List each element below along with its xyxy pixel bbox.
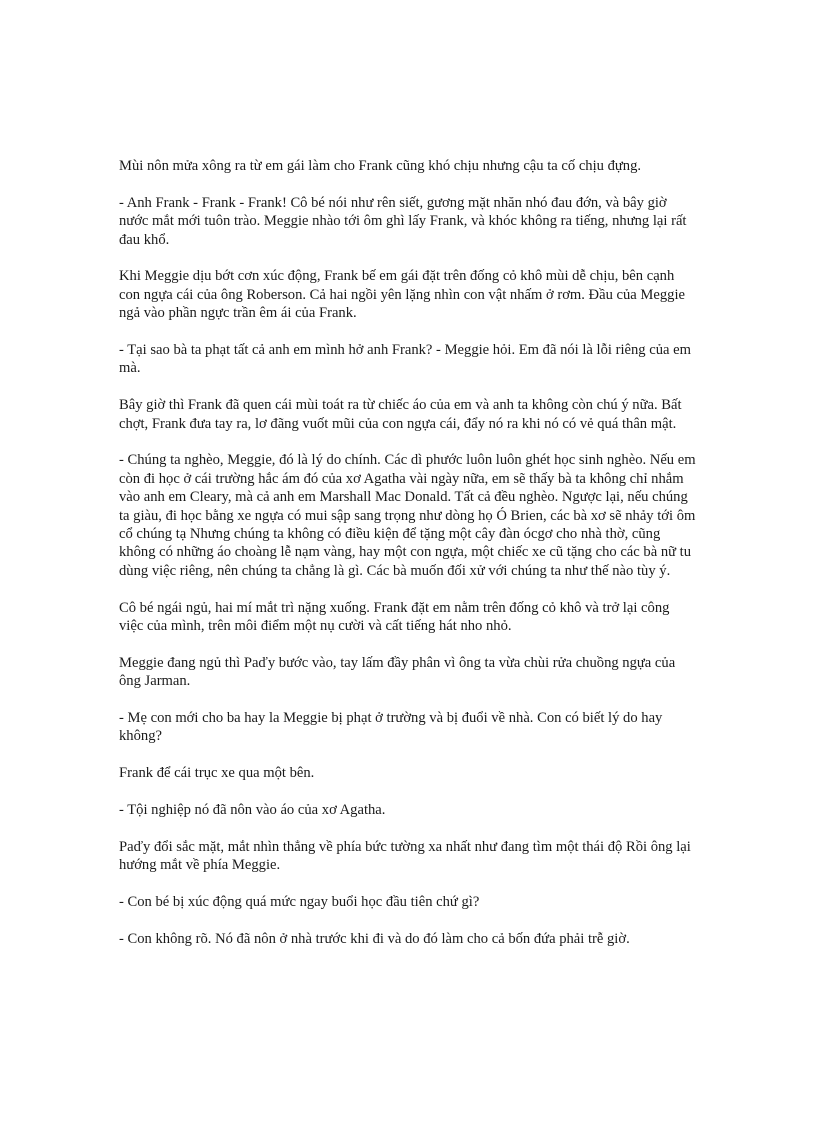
paragraph-7: Cô bé ngái ngủ, hai mí mắt trì nặng xuống. Frank đặt em nằm trên đống cỏ khô và trở lại công việc của mình, trên môi điểm một nụ cười và cất tiếng hát nho nhỏ. <box>119 599 670 635</box>
paragraph-11: - Tội nghiệp nó đã nôn vào áo của xơ Agatha. <box>119 802 386 819</box>
paragraph-9: - Mẹ con mới cho ba hay la Meggie bị phạt ở trường và bị đuổi về nhà. Con có biết lý do hay không? <box>119 710 663 745</box>
paragraph-2: - Anh Frank - Frank - Frank! Cô bé nói như rên siết, gương mặt nhăn nhó đau đớn, và bây giờ nước mắt mới tuôn trào. Meggie nhào tới ôm ghì lấy Frank, và khóc không ra tiếng, nhưng lại rất đau khổ. <box>119 194 687 248</box>
paragraph-4: - Tại sao bà ta phạt tất cả anh em mình hở anh Frank? - Meggie hỏi. Em đã nói là lỗi riêng của em mà. <box>119 342 691 377</box>
paragraph-8: Meggie đang ngủ thì Paďy bước vào, tay lấm đầy phân vì ông ta vừa chùi rửa chuồng ngựa của ông Jarman. <box>119 654 676 690</box>
paragraph-13: - Con bé bị xúc động quá mức ngay buổi học đầu tiên chứ gì? <box>119 894 480 911</box>
paragraph-10: Frank để cái trục xe qua một bên. <box>119 765 315 782</box>
paragraph-6: - Chúng ta nghèo, Meggie, đó là lý do chính. Các dì phước luôn luôn ghét học sinh nghèo. Nếu em còn đi học ở cái trường hắc ám đó của xơ Agatha vài ngày nữa, em sẽ thấy bà ta không chỉ nhắm vào anh em Cleary, mà cả anh em Marshall Mac Donald. Tất cả đều nghèo. Ngược lại, nếu chúng ta giàu, đi học bằng xe ngựa có mui sập sang trọng như dòng họ Ó Brien, các bà xơ sẽ nhảy tới ôm cổ chúng tạ Nhưng chúng ta không có điều kiện để tặng một cây đàn ócgơ cho nhà thờ, cũng không có những áo choàng lễ nạm vàng, hay một con ngựa, một chiếc xe cũ tặng cho các bà nữ tu dùng việc riêng, nên chúng ta chẳng là gì. Các bà muốn đối xử với chúng ta như thế nào tùy ý. <box>119 452 696 579</box>
paragraph-5: Bây giờ thì Frank đã quen cái mùi toát ra từ chiếc áo của em và anh ta không còn chú ý nữa. Bất chợt, Frank đưa tay ra, lơ đãng vuốt mũi của con ngựa cái, đẩy nó ra khi nó có vẻ quá thân mật. <box>119 397 682 432</box>
paragraph-14: - Con không rõ. Nó đã nôn ở nhà trước khi đi và do đó làm cho cả bốn đứa phải trễ giờ. <box>119 930 630 947</box>
paragraph-3: Khi Meggie dịu bớt cơn xúc động, Frank bế em gái đặt trên đống cỏ khô mùi dễ chịu, bên cạnh con ngựa cái của ông Roberson. Cả hai ngồi yên lặng nhìn con vật nhấm ở rơm. Đầu của Meggie ngả vào phần ngực trần êm ái của Frank. <box>119 268 685 322</box>
paragraph-1: Mùi nôn mửa xông ra từ em gái làm cho Frank cũng khó chịu nhưng cậu ta cố chịu đựng. <box>119 158 642 174</box>
paragraph-12: Paďy đổi sắc mặt, mắt nhìn thẳng về phía bức tường xa nhất như đang tìm một thái độ Rồi ông lại hướng mắt về phía Meggie. <box>119 838 691 874</box>
document-body <box>119 157 697 948</box>
